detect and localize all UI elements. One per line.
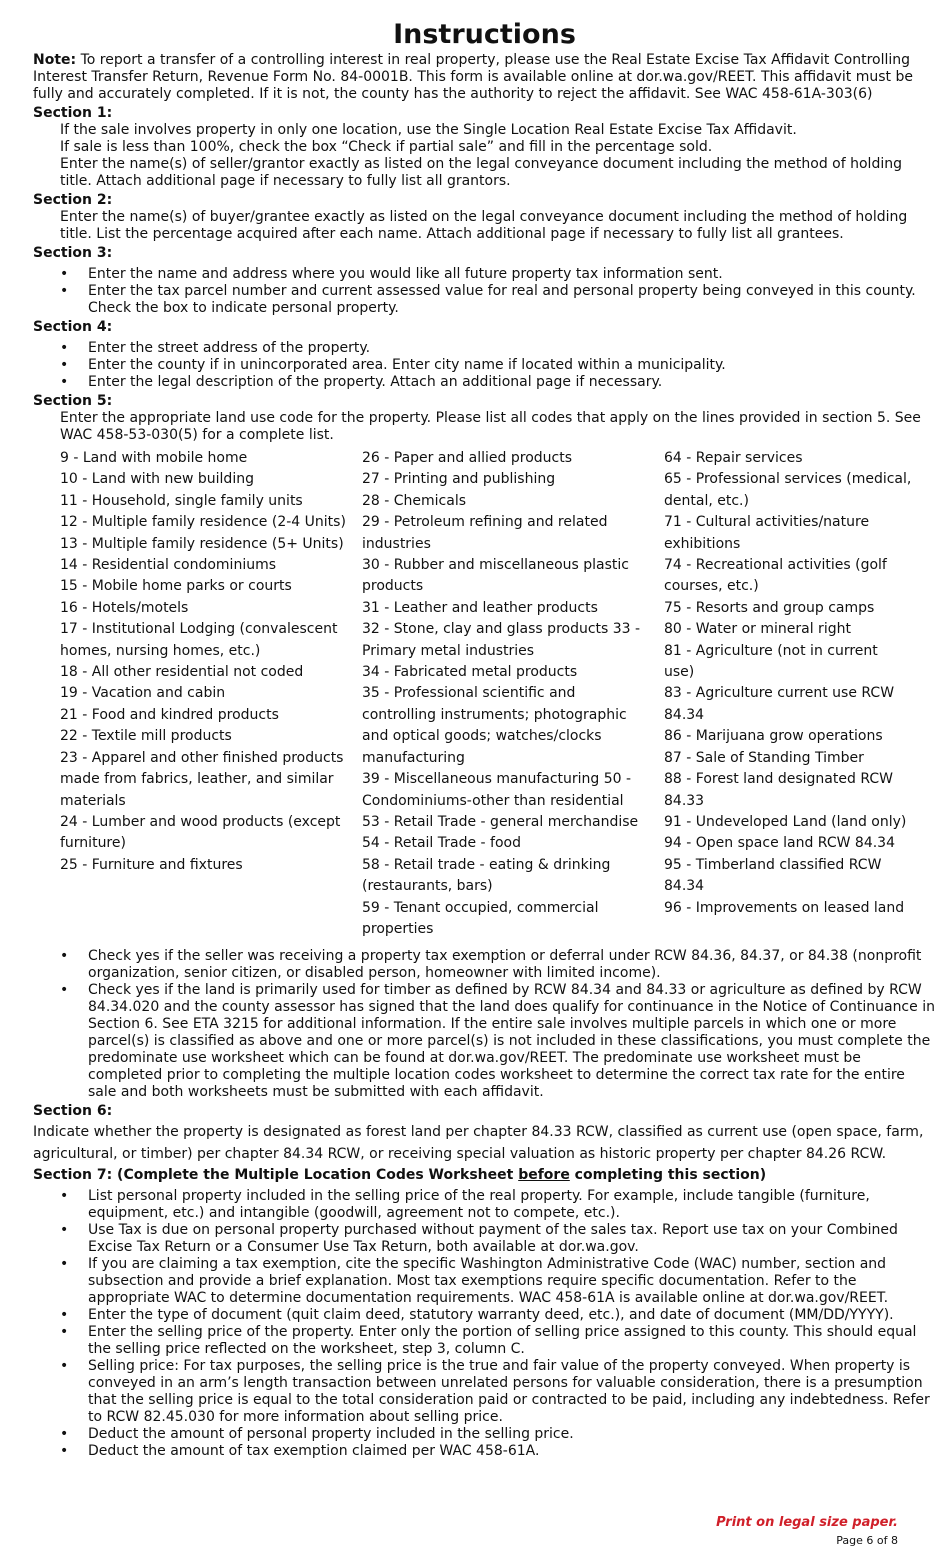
list-item-text: Enter the name and address where you would like all future property tax information sent. [88, 266, 723, 282]
section-1-line: If the sale involves property in only one location, use the Single Location Real Estate Excise Tax Affidavit. [60, 122, 797, 138]
bullet-glyph: • [60, 1222, 69, 1239]
section-4-list [33, 340, 936, 391]
list-item [60, 374, 936, 391]
note-paragraph [33, 52, 936, 103]
land-use-code: 39 - Miscellaneous manufacturing 50 - Condominiums-other than residential [362, 771, 632, 809]
section-1-body [33, 122, 936, 190]
bullet-glyph: • [60, 1324, 69, 1341]
bullet-glyph: • [60, 1188, 69, 1205]
land-use-code: 31 - Leather and leather products [362, 599, 598, 616]
section-7-list [33, 1188, 936, 1460]
bullet-glyph: • [60, 948, 69, 965]
list-item-text: If you are claiming a tax exemption, cite the specific Washington Administrative Code (WAC) number, section and subsection and provide a brief explanation. Most tax exemptions require specific documentation. Refer to the appropriate WAC to determine documentation requirements. WAC 458-61A is available online at dor.wa.gov/REET. [88, 1256, 889, 1307]
land-use-code: 17 - Institutional Lodging (convalescent homes, nursing homes, etc.) [60, 621, 338, 659]
land-use-code: 34 - Fabricated metal products [362, 664, 578, 681]
section-3-heading: Section 3: [33, 245, 113, 261]
land-use-code: 95 - Timberland classified RCW 84.34 [664, 856, 882, 895]
bullet-glyph: • [60, 1443, 69, 1460]
land-use-code: 91 - Undeveloped Land (land only) [664, 813, 907, 830]
land-use-code: 64 - Repair services [664, 450, 803, 466]
page-number: Page 6 of 8 [836, 1534, 898, 1547]
land-use-code: 26 - Paper and allied products [362, 450, 572, 466]
list-item-text: Enter the type of document (quit claim deed, statutory warranty deed, etc.), and date of document (MM/DD/YYYY). [88, 1307, 894, 1324]
section-1-line: If sale is less than 100%, check the box “Check if partial sale” and fill in the percentage sold. [60, 139, 713, 155]
list-item-text: Enter the selling price of the property. Enter only the portion of selling price assigned to this county. This should equal the selling price reflected on the worksheet, step 3, column C. [88, 1324, 917, 1358]
land-use-code: 27 - Printing and publishing [362, 471, 556, 488]
land-use-code: 83 - Agriculture current use RCW 84.34 [664, 685, 895, 723]
land-use-code: 9 - Land with mobile home [60, 450, 248, 466]
land-use-code: 81 - Agriculture (not in current use) [664, 642, 878, 681]
bullet-glyph: • [60, 340, 69, 356]
land-use-codes [33, 448, 936, 940]
bullet-glyph: • [60, 283, 69, 299]
section-4-heading: Section 4: [33, 319, 113, 335]
land-use-code: 30 - Rubber and miscellaneous plastic products [362, 557, 630, 595]
bullet-glyph: • [60, 1358, 69, 1375]
land-use-code: 24 - Lumber and wood products (except furniture) [60, 813, 341, 852]
list-item-text: Selling price: For tax purposes, the selling price is the true and fair value of the property conveyed. When property is conveyed in an arm’s length transaction between unrelated persons for valuable consideration, there is a presumption that the selling price is equal to the total consideration paid or contracted to be paid, including any indebtedness. Refer to RCW 82.45.030 for more information about selling price. [88, 1358, 930, 1426]
bullet-glyph: • [60, 1307, 69, 1324]
list-item [60, 948, 936, 982]
list-item-text: Enter the county if in unincorporated area. Enter city name if located within a municipality. [88, 357, 726, 373]
land-use-code: 32 - Stone, clay and glass products 33 - Primary metal industries [362, 621, 641, 659]
land-use-code: 65 - Professional services (medical, dental, etc.) [664, 471, 912, 509]
land-use-codes-column-1 [60, 448, 362, 940]
list-item [60, 1358, 936, 1426]
list-item [60, 1324, 936, 1358]
note-label: Note: [33, 52, 77, 68]
section-6-heading: Section 6: [33, 1103, 113, 1120]
list-item [60, 1426, 936, 1443]
list-item-text: Enter the legal description of the property. Attach an additional page if necessary. [88, 374, 663, 390]
land-use-code: 58 - Retail trade - eating & drinking (restaurants, bars) [362, 856, 611, 895]
bullet-glyph: • [60, 357, 69, 373]
print-note: Print on legal size paper. [716, 1515, 898, 1530]
section-3 [33, 245, 936, 317]
section-6 [33, 1103, 936, 1165]
land-use-code: 11 - Household, single family units [60, 492, 303, 509]
section-6-text: Indicate whether the property is designated as forest land per chapter 84.33 RCW, classified as current use (open space, farm, agricultural, or timber) per chapter 84.34 RCW, or receiving special valuation as historic property per chapter 84.26 RCW. [33, 1124, 924, 1162]
note-text: To report a transfer of a controlling interest in real property, please use the Real Estate Excise Tax Affidavit Controlling Interest Transfer Return, Revenue Form No. 84-0001B. This form is available online at dor.wa.gov/REET. This affidavit must be fully and accurately completed. If it is not, the county has the authority to reject the affidavit. See WAC 458-61A-303(6) [33, 52, 913, 102]
land-use-code: 88 - Forest land designated RCW 84.33 [664, 771, 893, 809]
land-use-code: 21 - Food and kindred products [60, 706, 279, 723]
land-use-codes-column-3 [664, 448, 924, 940]
section-7-heading-underlined: before [518, 1167, 570, 1184]
list-item-text: Check yes if the land is primarily used for timber as defined by RCW 84.34 and 84.33 or agriculture as defined by RCW 84.34.020 and the county assessor has signed that the land does qualify for continuance in the Notice of Continuance in Section 6. See ETA 3215 for additional information. If the entire sale involves multiple parcels in which one or more parcel(s) is classified as above and one or more parcel(s) is not included in these classifications, you must complete the predominate use worksheet which can be found at dor.wa.gov/REET. The predominate use worksheet must be completed prior to completing the multiple location codes worksheet to determine the correct tax rate for the entire sale and both worksheets must be submitted with each affidavit. [88, 982, 935, 1101]
section-1-line: Enter the name(s) of seller/grantor exactly as listed on the legal conveyance document including the method of holding title. Attach additional page if necessary to fully list all grantors. [60, 156, 902, 189]
land-use-code: 35 - Professional scientific and controlling instruments; photographic and optical goods; watches/clocks manufacturing [362, 685, 627, 766]
land-use-code: 53 - Retail Trade - general merchandise 54 - Retail Trade - food [362, 813, 639, 852]
section-5-intro: Enter the appropriate land use code for the property. Please list all codes that apply on the lines provided in section 5. See WAC 458-53-030(5) for a complete list. [60, 410, 921, 443]
section-2 [33, 192, 936, 243]
land-use-code: 13 - Multiple family residence (5+ Units) [60, 535, 344, 552]
section-5-list [33, 948, 936, 1101]
bullet-glyph: • [60, 1426, 69, 1443]
list-item-text: Check yes if the seller was receiving a property tax exemption or deferral under RCW 84.36, 84.37, or 84.38 (nonprofit organization, senior citizen, or disabled person, homeowner with limited income). [88, 948, 922, 982]
section-7 [33, 1167, 936, 1460]
section-4 [33, 319, 936, 391]
list-item-text: Use Tax is due on personal property purchased without payment of the sales tax. Report use tax on your Combined Excise Tax Return or a Consumer Use Tax Return, both available at dor.wa.gov. [88, 1222, 898, 1256]
land-use-code: 15 - Mobile home parks or courts [60, 578, 292, 595]
land-use-code: 29 - Petroleum refining and related industries [362, 514, 608, 552]
land-use-code: 25 - Furniture and fixtures [60, 856, 243, 873]
land-use-code: 10 - Land with new building [60, 471, 254, 488]
list-item [60, 1307, 936, 1324]
section-1 [33, 105, 936, 190]
section-2-heading: Section 2: [33, 192, 113, 208]
land-use-code: 87 - Sale of Standing Timber [664, 749, 864, 766]
land-use-code: 74 - Recreational activities (golf courses, etc.) [664, 557, 887, 595]
land-use-code: 96 - Improvements on leased land [664, 899, 905, 916]
list-item [60, 982, 936, 1101]
list-item [60, 340, 936, 357]
section-7-heading [33, 1167, 936, 1184]
bullet-glyph: • [60, 266, 69, 282]
list-item-text: Enter the tax parcel number and current assessed value for real and personal property being conveyed in this county. Check the box to indicate personal property. [88, 283, 916, 316]
section-7-heading-pre: Section 7: (Complete the Multiple Location Codes Worksheet [33, 1167, 519, 1184]
list-item [60, 357, 936, 374]
land-use-code: 59 - Tenant occupied, commercial properties [362, 899, 599, 937]
section-2-text: Enter the name(s) of buyer/grantee exactly as listed on the legal conveyance document including the method of holding title. List the percentage acquired after each name. Attach additional page if necessary to fully list all grantees. [60, 209, 908, 242]
land-use-code: 12 - Multiple family residence (2-4 Units) [60, 514, 346, 531]
section-1-heading: Section 1: [33, 105, 113, 121]
land-use-code: 71 - Cultural activities/nature exhibitions [664, 514, 870, 552]
section-5-heading: Section 5: [33, 393, 113, 409]
page-title: Instructions [393, 19, 576, 50]
list-item [60, 266, 936, 283]
land-use-codes-column-2 [362, 448, 664, 940]
land-use-code: 16 - Hotels/motels [60, 599, 189, 616]
land-use-code: 14 - Residential condominiums [60, 557, 277, 574]
land-use-code: 86 - Marijuana grow operations [664, 728, 883, 745]
section-5 [33, 393, 936, 1101]
list-item [60, 1188, 936, 1222]
list-item [60, 1256, 936, 1307]
section-3-list [33, 266, 936, 317]
list-item [60, 1443, 936, 1460]
list-item-text: Deduct the amount of tax exemption claimed per WAC 458-61A. [88, 1443, 540, 1460]
land-use-code: 19 - Vacation and cabin [60, 685, 226, 702]
bullet-glyph: • [60, 982, 69, 999]
list-item-text: List personal property included in the selling price of the real property. For example, include tangible (furniture, equipment, etc.) and intangible (goodwill, agreement not to compete, etc.). [88, 1188, 870, 1222]
bullet-glyph: • [60, 1256, 69, 1273]
list-item-text: Enter the street address of the property. [88, 340, 371, 356]
section-7-heading-post: completing this section) [569, 1167, 767, 1184]
land-use-code: 75 - Resorts and group camps [664, 599, 875, 616]
land-use-code: 22 - Textile mill products [60, 728, 232, 745]
list-item-text: Deduct the amount of personal property included in the selling price. [88, 1426, 574, 1443]
bullet-glyph: • [60, 374, 69, 390]
land-use-code: 18 - All other residential not coded [60, 664, 304, 681]
list-item [60, 283, 936, 317]
list-item [60, 1222, 936, 1256]
land-use-code: 28 - Chemicals [362, 492, 467, 509]
land-use-code: 23 - Apparel and other finished products made from fabrics, leather, and similar materials [60, 749, 344, 809]
land-use-code: 94 - Open space land RCW 84.34 [664, 835, 895, 852]
land-use-code: 80 - Water or mineral right [664, 621, 851, 638]
